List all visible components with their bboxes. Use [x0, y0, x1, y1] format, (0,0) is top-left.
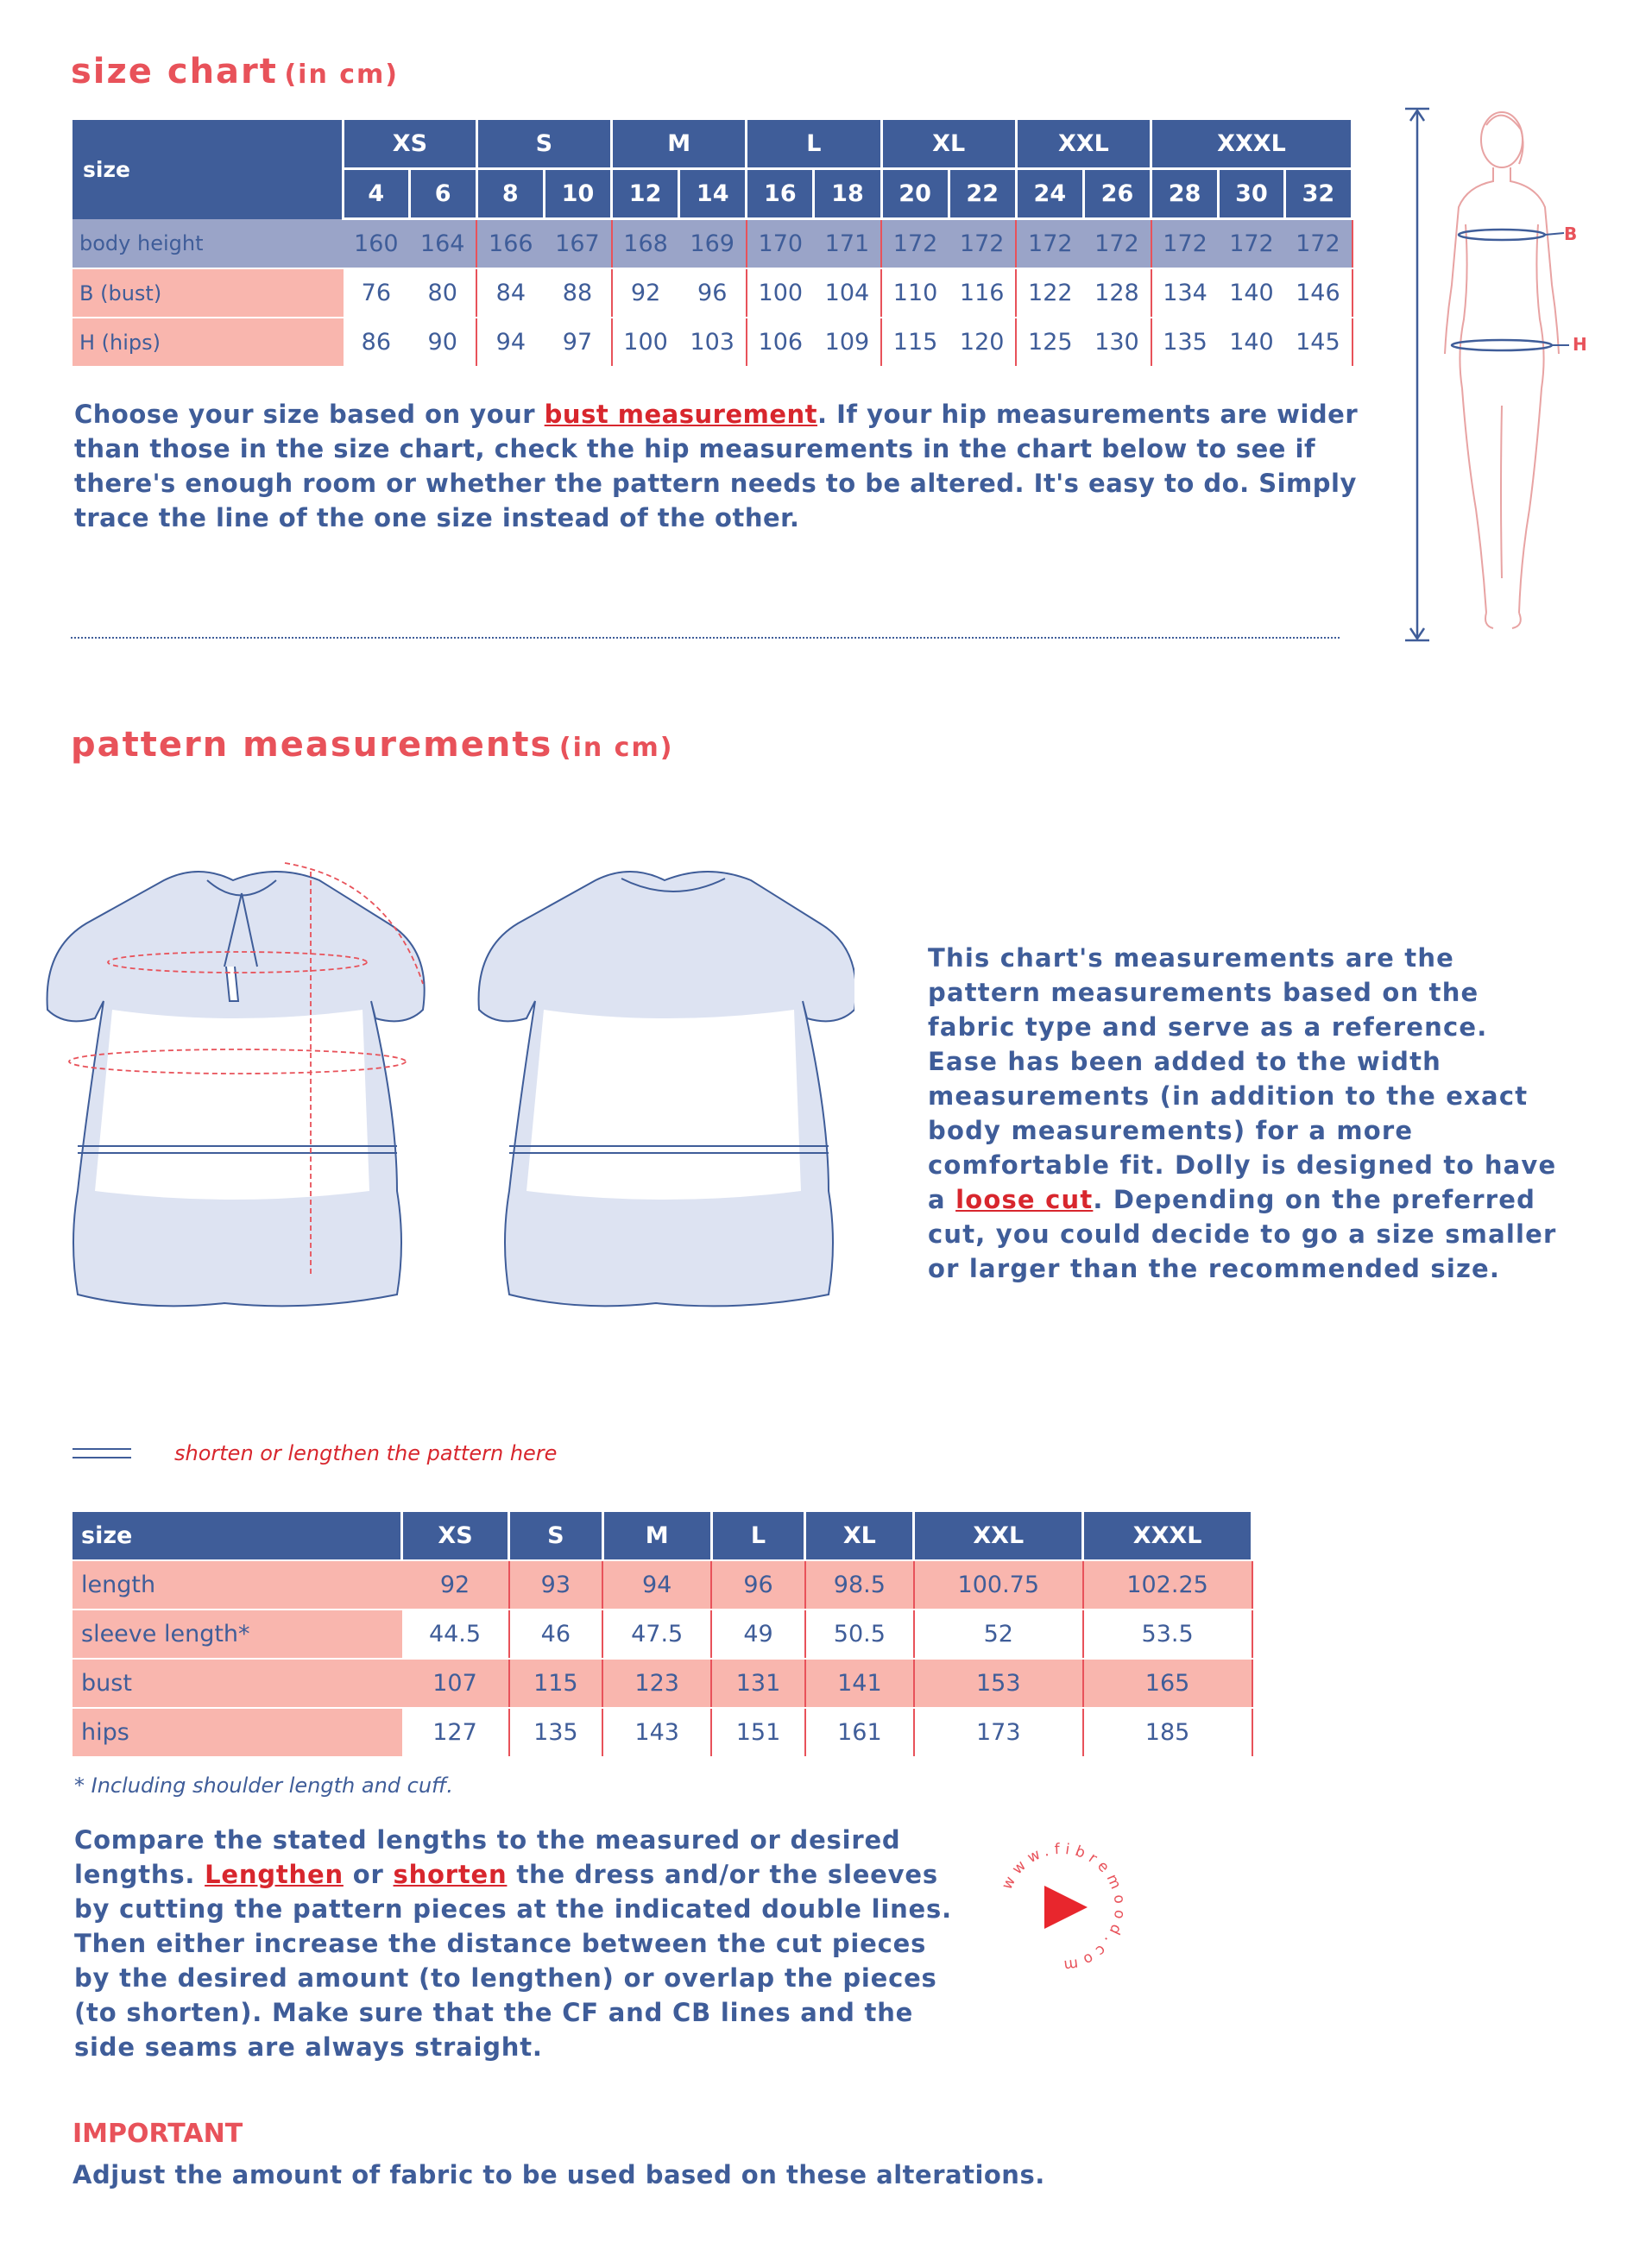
dress-front-icon: [47, 872, 425, 1306]
table-cell: 172: [881, 219, 949, 269]
fibremood-logo[interactable]: [984, 1830, 1139, 1985]
table-cell: 172: [1284, 219, 1352, 269]
table-cell: 120: [949, 318, 1016, 367]
height-arrow-icon: [1405, 109, 1429, 640]
table-cell: 172: [1219, 219, 1285, 269]
bust-measurement-link[interactable]: bust measurement: [544, 400, 818, 429]
pattern-table: [73, 1512, 1253, 1758]
size-number-header: 14: [679, 169, 747, 219]
table-cell: 100: [747, 268, 814, 318]
table-cell: 140: [1219, 318, 1285, 367]
table-cell: 143: [602, 1708, 711, 1757]
table-cell: 160: [344, 219, 410, 269]
table-cell: 93: [509, 1560, 603, 1610]
table-cell: 172: [949, 219, 1016, 269]
table-cell: 86: [344, 318, 410, 367]
pattern-paragraph: [928, 941, 1567, 1286]
size-header: L: [711, 1512, 805, 1560]
hip-line-icon: [1452, 340, 1552, 350]
table-cell: 140: [1219, 268, 1285, 318]
table-cell: 153: [914, 1659, 1083, 1708]
table-cell: 115: [881, 318, 949, 367]
size-group-header: XL: [881, 120, 1016, 169]
size-header-label: size: [73, 120, 344, 219]
table-cell: 94: [476, 318, 544, 367]
row-label: H (hips): [73, 318, 344, 367]
table-cell: 116: [949, 268, 1016, 318]
size-chart-heading: [71, 52, 399, 91]
row-label: sleeve length*: [73, 1610, 402, 1659]
shorten-link[interactable]: shorten: [393, 1860, 508, 1889]
table-cell: 122: [1016, 268, 1083, 318]
table-cell: 92: [612, 268, 679, 318]
size-number-header: 18: [814, 169, 881, 219]
row-label: body height: [73, 219, 344, 269]
size-chart-unit: (in cm): [284, 60, 400, 90]
loose-cut-link[interactable]: loose cut: [955, 1185, 1094, 1214]
hip-marker: H: [1573, 334, 1587, 355]
size-group-header: L: [747, 120, 881, 169]
size-number-header: 10: [544, 169, 611, 219]
size-header: S: [509, 1512, 603, 1560]
size-chart-paragraph: [74, 397, 1369, 535]
table-cell: 135: [509, 1708, 603, 1757]
paragraph-text: Compare the stated lengths to the measured or desired lengths.: [74, 1825, 901, 1889]
size-number-header: 16: [747, 169, 814, 219]
table-cell: 127: [402, 1708, 509, 1757]
table-cell: 169: [679, 219, 747, 269]
table-cell: 172: [1083, 219, 1151, 269]
table-cell: 171: [814, 219, 881, 269]
play-icon: [1044, 1886, 1088, 1929]
table-cell: 100: [612, 318, 679, 367]
size-number-header: 26: [1083, 169, 1151, 219]
size-header: M: [602, 1512, 711, 1560]
table-cell: 123: [602, 1659, 711, 1708]
table-cell: 134: [1151, 268, 1219, 318]
table-cell: 92: [402, 1560, 509, 1610]
table-cell: 170: [747, 219, 814, 269]
table-cell: 84: [476, 268, 544, 318]
table-cell: 125: [1016, 318, 1083, 367]
size-group-header: S: [476, 120, 611, 169]
table-cell: 131: [711, 1659, 805, 1708]
paragraph-text: Choose your size based on your: [74, 400, 545, 429]
size-number-header: 22: [949, 169, 1016, 219]
table-cell: 165: [1083, 1659, 1252, 1708]
table-cell: 97: [544, 318, 611, 367]
table-cell: 146: [1284, 268, 1352, 318]
table-cell: 141: [805, 1659, 914, 1708]
table-cell: 100.75: [914, 1560, 1083, 1610]
bust-marker: B: [1564, 224, 1578, 244]
table-cell: 173: [914, 1708, 1083, 1757]
table-cell: 115: [509, 1659, 603, 1708]
size-number-header: 28: [1151, 169, 1219, 219]
paragraph-text: or: [343, 1860, 394, 1889]
size-header: XS: [402, 1512, 509, 1560]
pattern-heading: [71, 725, 673, 765]
size-number-header: 32: [1284, 169, 1352, 219]
table-cell: 103: [679, 318, 747, 367]
size-number-header: 8: [476, 169, 544, 219]
size-number-header: 24: [1016, 169, 1083, 219]
dress-back-icon: [479, 872, 854, 1306]
size-chart-title: size chart: [71, 52, 278, 91]
table-cell: 47.5: [602, 1610, 711, 1659]
table-cell: 172: [1016, 219, 1083, 269]
table-cell: 109: [814, 318, 881, 367]
size-group-header: XXL: [1016, 120, 1151, 169]
table-cell: 49: [711, 1610, 805, 1659]
table-cell: 80: [409, 268, 476, 318]
paragraph-text: This chart's measurements are the pattern measurements based on the fabric type and serve as a reference. Ease has been added to the width measurements (in addition to the exact body measurements) for a more comfortable fit. Dolly is designed to have a: [928, 943, 1557, 1214]
table-cell: 151: [711, 1708, 805, 1757]
table-cell: 185: [1083, 1708, 1252, 1757]
table-cell: 94: [602, 1560, 711, 1610]
row-label: bust: [73, 1659, 402, 1708]
compare-paragraph: [74, 1823, 963, 2064]
table-cell: 164: [409, 219, 476, 269]
table-cell: 106: [747, 318, 814, 367]
size-number-header: 6: [409, 169, 476, 219]
double-line-icon: [73, 1448, 131, 1458]
size-number-header: 30: [1219, 169, 1285, 219]
table-cell: 102.25: [1083, 1560, 1252, 1610]
table-cell: 161: [805, 1708, 914, 1757]
table-cell: 130: [1083, 318, 1151, 367]
lengthen-link[interactable]: Lengthen: [205, 1860, 344, 1889]
table-cell: 53.5: [1083, 1610, 1252, 1659]
pattern-title: pattern measurements: [71, 725, 553, 765]
size-number-header: 4: [344, 169, 410, 219]
woman-silhouette-icon: [1445, 112, 1559, 628]
table-cell: 168: [612, 219, 679, 269]
row-label: hips: [73, 1708, 402, 1757]
table-cell: 107: [402, 1659, 509, 1708]
row-label: length: [73, 1560, 402, 1610]
size-header: XXXL: [1083, 1512, 1252, 1560]
size-number-header: 20: [881, 169, 949, 219]
table-cell: 172: [1151, 219, 1219, 269]
dress-drawings: [26, 828, 854, 1312]
pattern-unit: (in cm): [558, 733, 674, 763]
paragraph-text: . Depending on the preferred cut, you could decide to go a size smaller or larger than the recommended size.: [928, 1185, 1557, 1283]
legend-text: shorten or lengthen the pattern here: [174, 1441, 558, 1465]
size-group-header: XS: [344, 120, 477, 169]
table-cell: 145: [1284, 318, 1352, 367]
table-cell: 50.5: [805, 1610, 914, 1659]
table-cell: 98.5: [805, 1560, 914, 1610]
paragraph-text: the dress and/or the sleeves by cutting the pattern pieces at the indicated double lines. Then either increase the distance between the cut pieces by the desired amount (to lengthen) or overlap the pieces (to shorten). Make sure that the CF and CB lines and the side seams are always straight.: [74, 1860, 952, 2062]
table-cell: 104: [814, 268, 881, 318]
footnote: * Including shoulder length and cuff.: [74, 1773, 454, 1798]
table-cell: 90: [409, 318, 476, 367]
table-cell: 166: [476, 219, 544, 269]
table-cell: 167: [544, 219, 611, 269]
size-number-header: 12: [612, 169, 679, 219]
size-group-header: XXXL: [1151, 120, 1352, 169]
table-cell: 46: [509, 1610, 603, 1659]
size-header: XL: [805, 1512, 914, 1560]
logo-text: www.fibremood.com: [998, 1840, 1129, 1975]
section-divider: [71, 637, 1340, 639]
important-text: Adjust the amount of fabric to be used based on these alterations.: [73, 2160, 1045, 2189]
table-cell: 135: [1151, 318, 1219, 367]
table-cell: 110: [881, 268, 949, 318]
size-group-header: M: [612, 120, 747, 169]
table-cell: 128: [1083, 268, 1151, 318]
table-cell: 52: [914, 1610, 1083, 1659]
table-cell: 44.5: [402, 1610, 509, 1659]
table-cell: 88: [544, 268, 611, 318]
body-figure: [1372, 95, 1631, 647]
size-header: XXL: [914, 1512, 1083, 1560]
important-heading: IMPORTANT: [73, 2119, 243, 2149]
table-cell: 96: [679, 268, 747, 318]
table-cell: 96: [711, 1560, 805, 1610]
size-chart-table: [73, 120, 1353, 368]
size-header-label: size: [73, 1512, 402, 1560]
table-cell: 76: [344, 268, 410, 318]
row-label: B (bust): [73, 268, 344, 318]
paragraph-text: . If your hip measurements are wider than those in the size chart, check the hip measurements in the chart below to see if there's enough room or whether the pattern needs to be altered. It's easy to do. Simply trace the line of the one size instead of the other.: [74, 400, 1359, 532]
bust-line-icon: [1459, 230, 1545, 240]
